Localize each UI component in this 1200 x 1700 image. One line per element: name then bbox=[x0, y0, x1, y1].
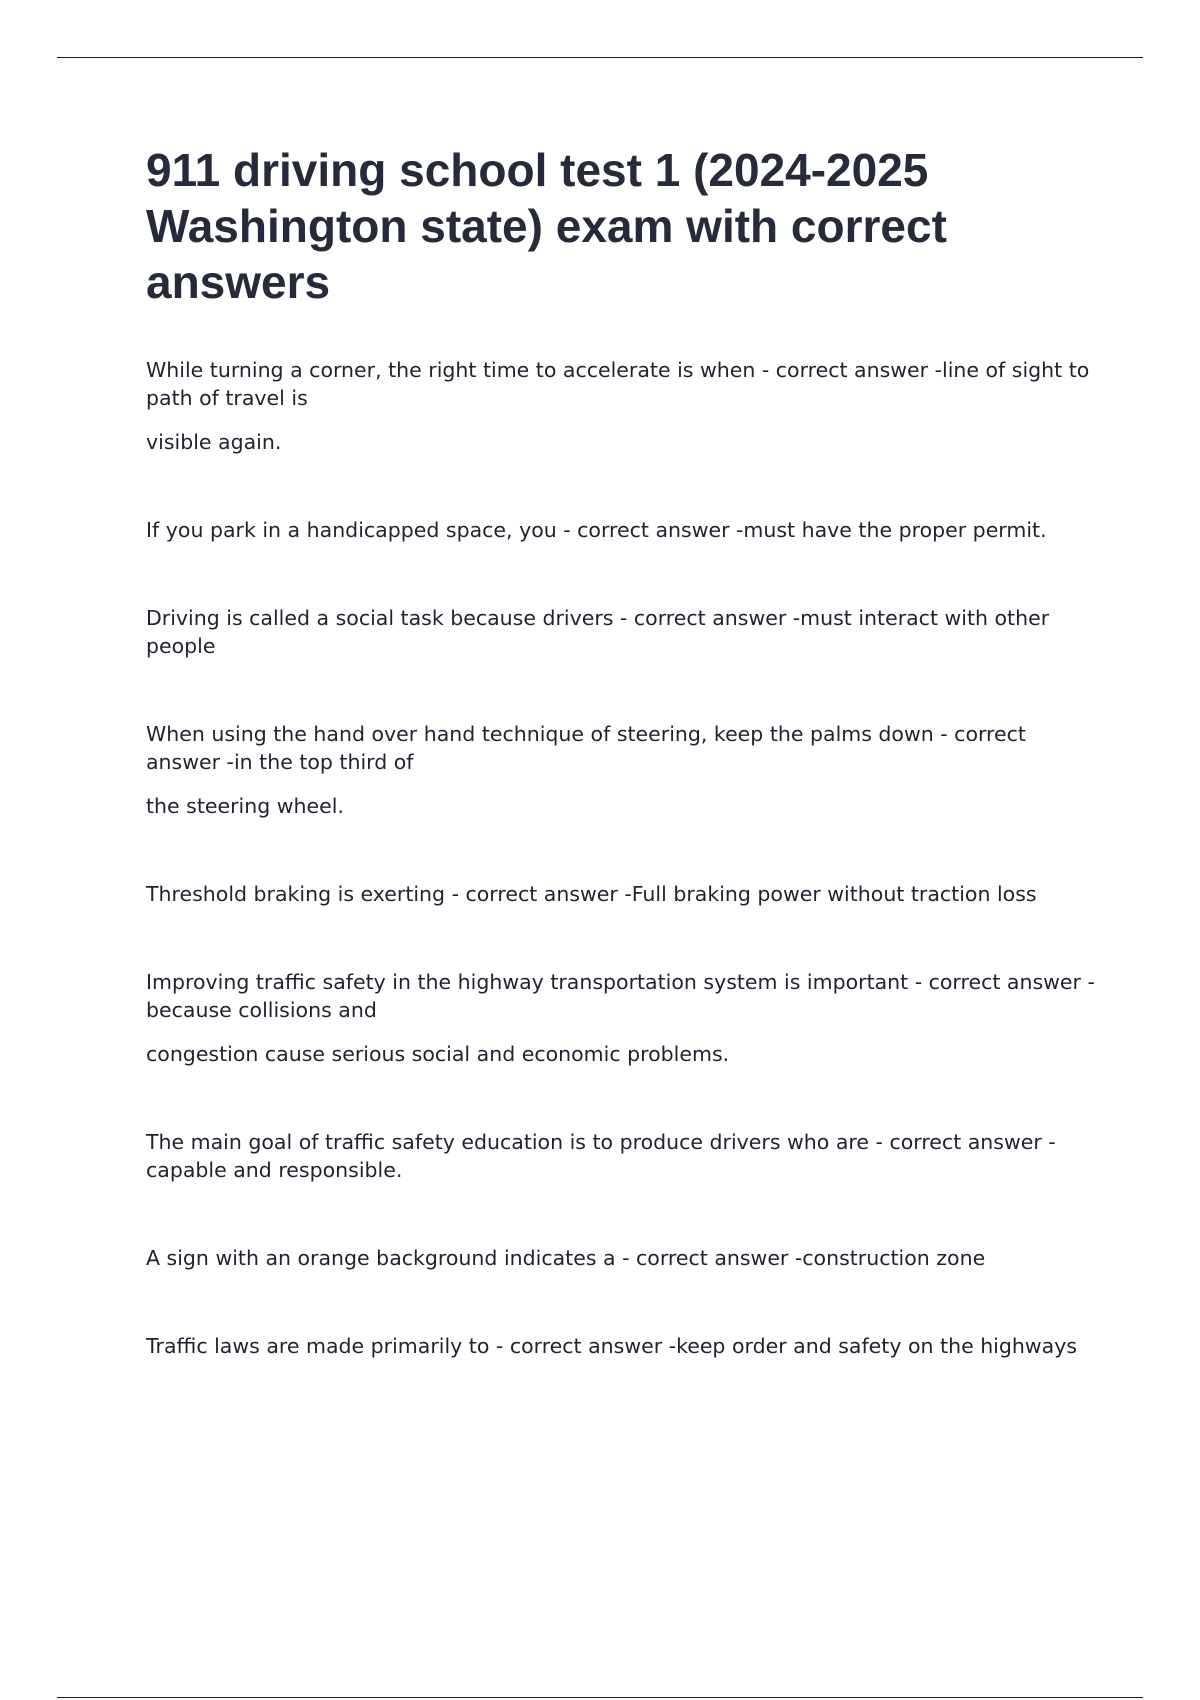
qa-line: Traffic laws are made primarily to - correct answer -keep order and safety on the highways bbox=[146, 1334, 1078, 1358]
qa-line: While turning a corner, the right time to accelerate is when - correct answer -line of sight to path of travel is bbox=[146, 358, 1090, 410]
qa-item bbox=[146, 1332, 1096, 1360]
qa-item bbox=[146, 356, 1096, 456]
qa-item bbox=[146, 720, 1096, 820]
qa-item bbox=[146, 1128, 1096, 1184]
qa-line: The main goal of traffic safety education is to produce drivers who are - correct answer -capable and responsible. bbox=[146, 1130, 1056, 1182]
qa-continuation: congestion cause serious social and economic problems. bbox=[146, 1042, 730, 1066]
qa-line: Improving traffic safety in the highway transportation system is important - correct answer -because collisions and bbox=[146, 970, 1095, 1022]
top-divider bbox=[57, 57, 1143, 58]
bottom-divider bbox=[57, 1697, 1143, 1698]
qa-line: When using the hand over hand technique of steering, keep the palms down - correct answer -in the top third of bbox=[146, 722, 1026, 774]
qa-item bbox=[146, 1244, 1096, 1272]
qa-continuation: visible again. bbox=[146, 430, 282, 454]
qa-item bbox=[146, 604, 1096, 660]
qa-continuation: the steering wheel. bbox=[146, 794, 344, 818]
qa-line: Driving is called a social task because drivers - correct answer -must interact with other people bbox=[146, 606, 1050, 658]
qa-line: Threshold braking is exerting - correct answer -Full braking power without traction loss bbox=[146, 882, 1037, 906]
qa-item bbox=[146, 968, 1096, 1068]
qa-line: A sign with an orange background indicates a - correct answer -construction zone bbox=[146, 1246, 986, 1270]
document-title: 911 driving school test 1 (2024-2025 Washington state) exam with correct answers bbox=[146, 144, 947, 308]
qa-list bbox=[146, 356, 1096, 1360]
qa-line: If you park in a handicapped space, you - correct answer -must have the proper permit. bbox=[146, 518, 1047, 542]
qa-item bbox=[146, 880, 1096, 908]
qa-item bbox=[146, 516, 1096, 544]
document-body bbox=[146, 142, 1096, 1360]
